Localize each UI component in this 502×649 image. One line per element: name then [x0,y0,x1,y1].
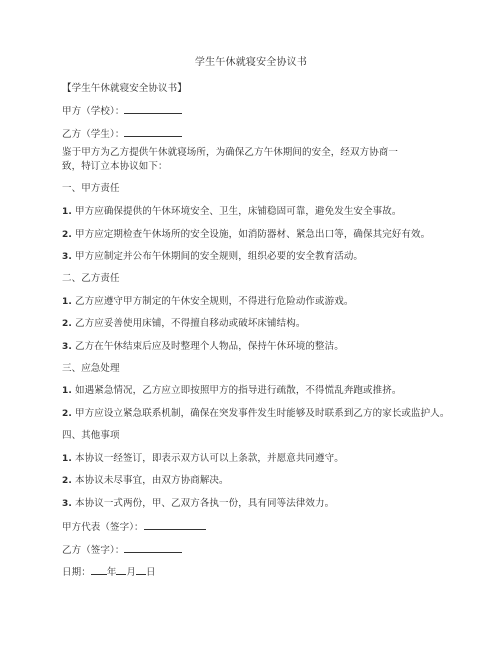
clause-text: 乙方应遵守甲方制定的午休安全规则，不得进行危险动作或游戏。 [75,296,354,307]
clause-text: 乙方应妥善使用床铺，不得擅自移动或破坏床铺结构。 [75,318,306,329]
party-b-blank [124,126,182,137]
clause-number: 2. [62,476,72,486]
clause-text: 本协议一经签订，即表示双方认可以上条款，并愿意共同遵守。 [75,453,344,464]
signature-party-a [62,519,206,534]
clause-number: 3. [62,252,72,262]
clause-number: 1. [62,207,72,217]
signature-b-label: 乙方（签字）： [62,545,125,556]
date-day-label: 日 [146,567,156,578]
document-title: 学生午休就寝安全协议书 [194,57,308,68]
clause-number: 3. [62,499,72,509]
signature-a-label: 甲方代表（签字）： [62,522,144,533]
clause-text: 甲方应制定并公布午休期间的安全规则，组织必要的安全教育活动。 [75,251,364,262]
clause-text: 甲方应确保提供的午休环境安全、卫生，床铺稳固可靠，避免发生安全事故。 [75,206,402,217]
clause-number: 1. [62,297,72,307]
clause-text: 本协议未尽事宜，由双方协商解决。 [75,475,229,486]
document-subtitle: 【学生午休就寝安全协议书】 [62,83,187,94]
signature-party-b [62,542,182,557]
clause-text: 本协议一式两份，甲、乙双方各执一份，具有同等法律效力。 [75,498,335,509]
section-heading: 三、应急处理 [62,363,120,374]
date-year-label: 年 [106,567,117,578]
date-label: 日期： [62,567,91,578]
clause-item [62,474,229,488]
clause-item [62,317,305,331]
clause-item [62,497,334,511]
party-b-line [62,126,182,141]
clause-item [62,340,344,354]
preamble-paragraph: 鉴于甲方为乙方提供午休就寝场所，为确保乙方午休期间的安全，经双方协商一致，特订立本协议如下： [62,147,399,172]
clause-number: 2. [62,230,72,240]
date-line [62,564,156,579]
party-a-line [62,103,182,118]
clause-item [62,384,401,398]
section-heading: 一、甲方责任 [62,183,120,194]
clause-number: 2. [62,319,72,329]
clause-number: 3. [62,342,72,352]
clause-text: 甲方应定期检查午休场所的安全设施，如消防器材、紧急出口等，确保其完好有效。 [75,229,431,240]
section-heading: 四、其他事项 [62,430,120,441]
clause-text: 甲方应设立紧急联系机制，确保在突发事件发生时能够及时联系到乙方的家长或监护人。 [75,408,450,419]
party-a-blank [124,103,182,114]
date-month-label: 月 [126,567,137,578]
clause-item [62,295,353,309]
clause-item [62,407,449,421]
signature-b-blank [124,542,182,553]
clause-item [62,250,363,264]
clause-item [62,452,344,466]
clause-number: 2. [62,409,72,419]
clause-item [62,205,401,219]
party-a-label: 甲方（学校）： [62,106,125,117]
section-heading: 二、乙方责任 [62,273,120,284]
clause-text: 如遇紧急情况，乙方应立即按照甲方的指导进行疏散，不得慌乱奔跑或推挤。 [75,385,402,396]
date-month-blank [116,564,126,575]
clause-item [62,228,430,242]
clause-text: 乙方在午休结束后应及时整理个人物品，保持午休环境的整洁。 [75,341,344,352]
date-day-blank [136,564,146,575]
clause-number: 1. [62,386,72,396]
party-b-label: 乙方（学生）： [62,129,125,140]
signature-a-blank [144,519,206,530]
clause-number: 1. [62,454,72,464]
date-year-blank [91,564,107,575]
